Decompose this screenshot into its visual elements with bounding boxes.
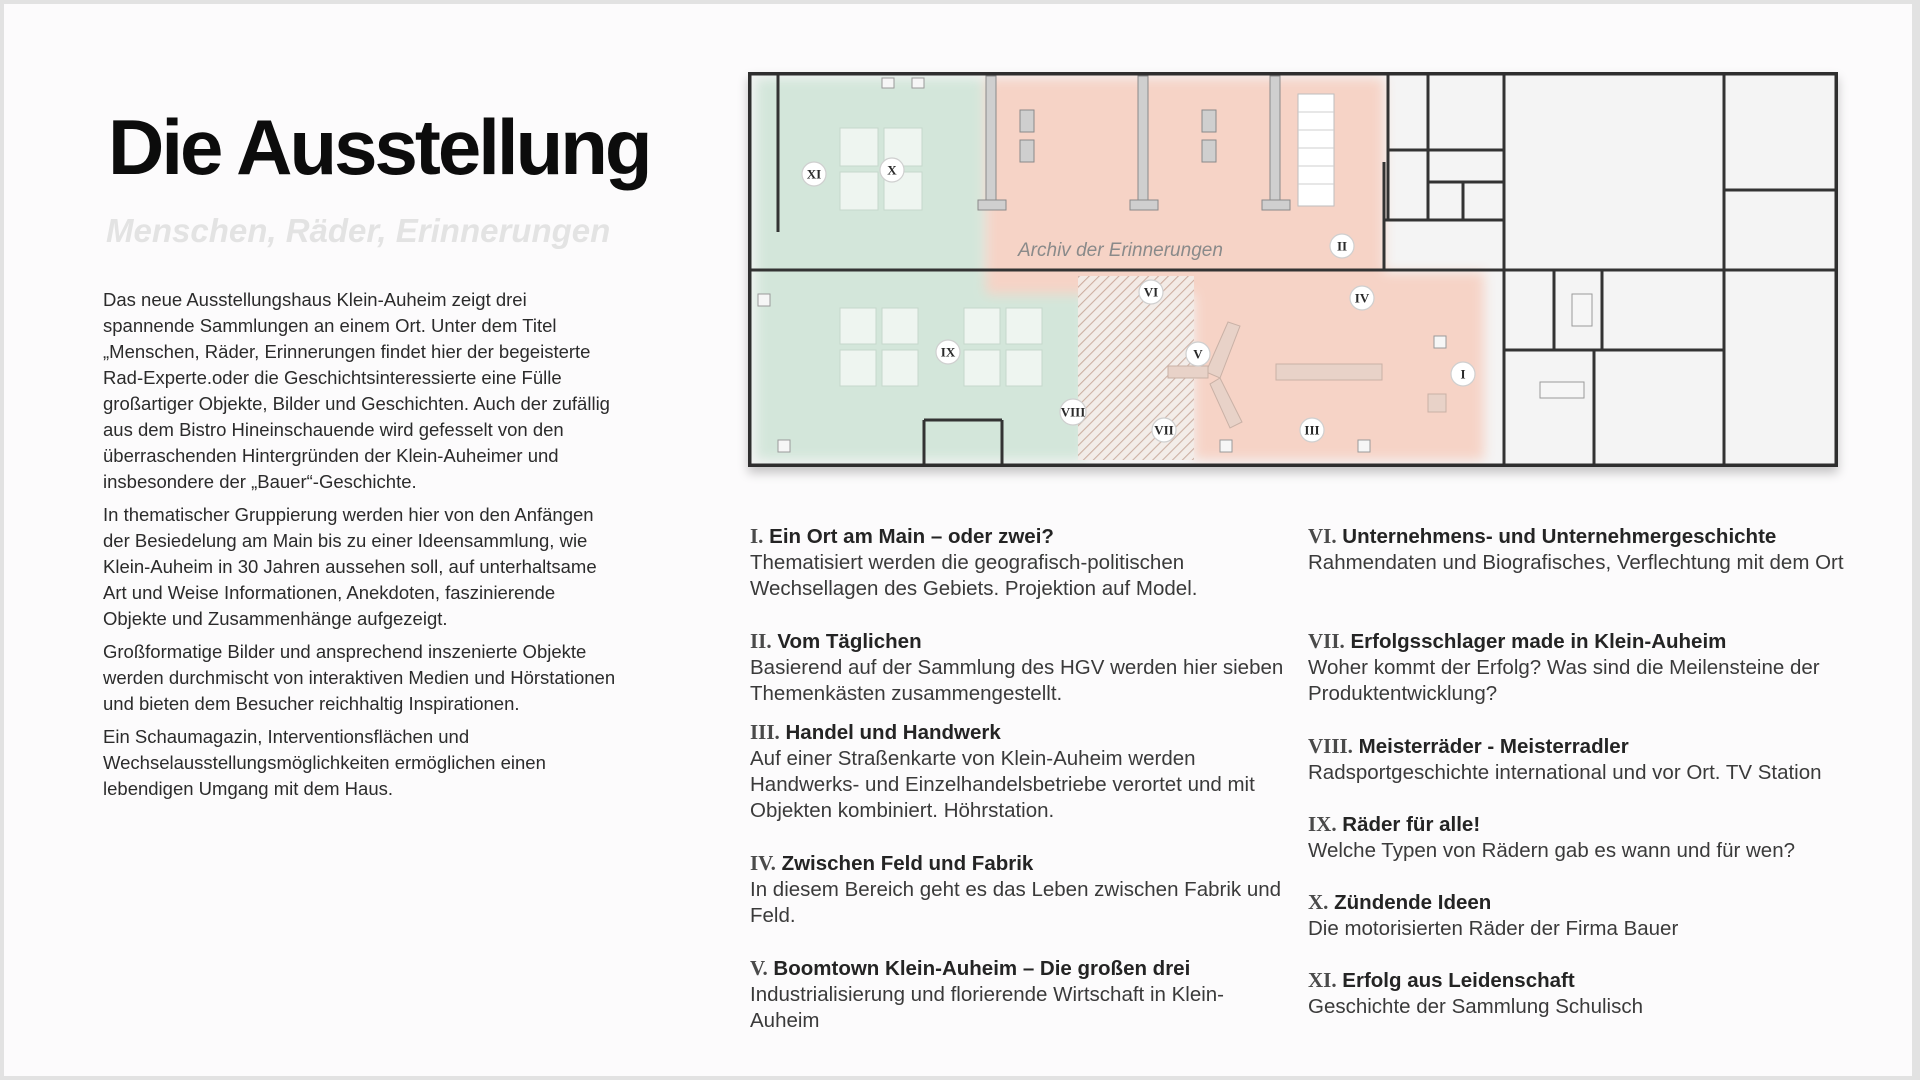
floor-plan [748, 72, 1838, 467]
section-title: Unternehmens- und Unternehmergeschichte [1342, 525, 1777, 548]
marker-label: X [887, 162, 897, 178]
section-entry [1308, 628, 1868, 707]
marker-label: III [1304, 422, 1320, 438]
section-number: IX. [1308, 812, 1337, 836]
section-heading [1308, 967, 1868, 994]
section-heading [1308, 889, 1868, 916]
section-description: Welche Typen von Rädern gab es wann und für wen? [1308, 839, 1796, 862]
section-heading [1308, 523, 1868, 550]
section-heading [750, 955, 1290, 982]
marker-label: I [1460, 366, 1466, 382]
section-number: VIII. [1308, 734, 1353, 758]
marker-label: VIII [1060, 404, 1086, 420]
section-number: X. [1308, 890, 1329, 914]
section-title: Handel und Handwerk [785, 721, 1001, 744]
section-entry [1308, 733, 1868, 786]
marker-X[interactable] [880, 158, 904, 182]
section-description: Woher kommt der Erfolg? Was sind die Meilensteine der Produktentwicklung? [1308, 656, 1820, 705]
section-number: V. [750, 956, 768, 980]
section-heading [1308, 733, 1868, 760]
section-heading [1308, 811, 1868, 838]
section-number: I. [750, 524, 764, 548]
marker-I[interactable] [1451, 362, 1475, 386]
page-title: Die Ausstellung [108, 103, 650, 191]
marker-II[interactable] [1330, 234, 1354, 258]
marker-III[interactable] [1300, 418, 1324, 442]
intro-paragraph: In thematischer Gruppierung werden hier von den Anfängen der Besiedelung am Main bis zu einer Ideensammlung, wie Klein-Auheim in 30 Jahren aussehen soll, auf unterhaltsame Art und Weise Informationen, Anekdoten, faszinierende Objekte und Zusammenhänge aufgezeigt. [103, 504, 597, 629]
section-number: VI. [1308, 524, 1337, 548]
marker-VI[interactable] [1139, 280, 1163, 304]
marker-XI[interactable] [802, 162, 826, 186]
section-title: Zündende Ideen [1334, 891, 1492, 914]
section-heading [750, 719, 1290, 746]
marker-VII[interactable] [1152, 418, 1176, 442]
section-heading [750, 628, 1290, 655]
section-entry [750, 628, 1290, 707]
marker-label: IV [1354, 290, 1370, 306]
section-description: Basierend auf der Sammlung des HGV werden hier sieben Themenkästen zusammengestellt. [750, 656, 1284, 705]
section-entry [750, 523, 1290, 602]
section-number: VII. [1308, 629, 1345, 653]
section-description: Thematisiert werden die geografisch-politischen Wechsellagen des Gebiets. Projektion auf Model. [750, 551, 1198, 600]
section-entry [1308, 523, 1868, 576]
marker-IX[interactable] [936, 340, 960, 364]
section-description: Industrialisierung und florierende Wirtschaft in Klein-Auheim [750, 983, 1225, 1032]
section-heading [750, 523, 1290, 550]
section-number: III. [750, 720, 780, 744]
marker-label: XI [806, 166, 822, 182]
section-entry [1308, 889, 1868, 942]
section-description: Geschichte der Sammlung Schulisch [1308, 995, 1643, 1018]
marker-VIII[interactable] [1060, 399, 1086, 425]
marker-label: V [1193, 346, 1203, 362]
intro-paragraph: Das neue Ausstellungshaus Klein-Auheim zeigt drei spannende Sammlungen an einem Ort. Unter dem Titel „Menschen, Räder, Erinnerungen findet hier der begeisterte Rad-Experte.oder die Geschichtsinteressierte eine Fülle großartiger Objekte, Bilder und Geschichten. Auch der zufällig aus dem Bistro Hineinschauende wird gefesselt von den überraschenden Hintergründen der Klein-Auheimer und insbesondere der „Bauer“-Geschichte. [103, 289, 610, 492]
plan-archive-label: Archiv der Erinnerungen [1018, 240, 1223, 261]
marker-label: IX [940, 344, 956, 360]
section-entry [750, 850, 1290, 929]
marker-label: VI [1143, 284, 1159, 300]
intro-paragraph: Großformatige Bilder und ansprechend inszenierte Objekte werden durchmischt von interaktiven Medien und Hörstationen und bieten dem Besucher reichhaltig Inspirationen. [103, 641, 616, 714]
section-description: Auf einer Straßenkarte von Klein-Auheim werden Handwerks- und Einzelhandelsbetriebe verortet und mit Objekten kombiniert. Höhrstation. [750, 747, 1255, 822]
section-description: Die motorisierten Räder der Firma Bauer [1308, 917, 1679, 940]
section-number: II. [750, 629, 772, 653]
section-entry [1308, 811, 1868, 864]
intro-text [103, 287, 621, 809]
section-entry [1308, 967, 1868, 1020]
section-title: Ein Ort am Main – oder zwei? [769, 525, 1054, 548]
section-number: IV. [750, 851, 776, 875]
section-description: Rahmendaten und Biografisches, Verflechtung mit dem Ort [1308, 551, 1844, 574]
section-number: XI. [1308, 968, 1337, 992]
section-entry [750, 719, 1290, 824]
section-description: Radsportgeschichte international und vor Ort. TV Station [1308, 761, 1822, 784]
section-title: Erfolg aus Leidenschaft [1342, 969, 1575, 992]
page-subtitle: Menschen, Räder, Erinnerungen [106, 212, 611, 249]
section-heading [1308, 628, 1868, 655]
section-entry [750, 955, 1290, 1034]
marker-V[interactable] [1186, 342, 1210, 366]
section-title: Boomtown Klein-Auheim – Die großen drei [773, 957, 1191, 980]
section-title: Zwischen Feld und Fabrik [781, 852, 1034, 875]
section-title: Erfolgsschlager made in Klein-Auheim [1350, 630, 1727, 653]
section-title: Vom Täglichen [777, 630, 922, 653]
marker-IV[interactable] [1350, 286, 1374, 310]
section-heading [750, 850, 1290, 877]
section-description: In diesem Bereich geht es das Leben zwischen Fabrik und Feld. [750, 878, 1282, 927]
section-title: Räder für alle! [1342, 813, 1481, 836]
marker-label: II [1336, 238, 1348, 254]
section-title: Meisterräder - Meisterradler [1358, 735, 1629, 758]
slide [4, 4, 1912, 1076]
intro-paragraph: Ein Schaumagazin, Interventionsflächen und Wechselausstellungsmöglichkeiten ermöglichen einen lebendigen Umgang mit dem Haus. [103, 726, 546, 799]
marker-label: VII [1154, 422, 1174, 438]
